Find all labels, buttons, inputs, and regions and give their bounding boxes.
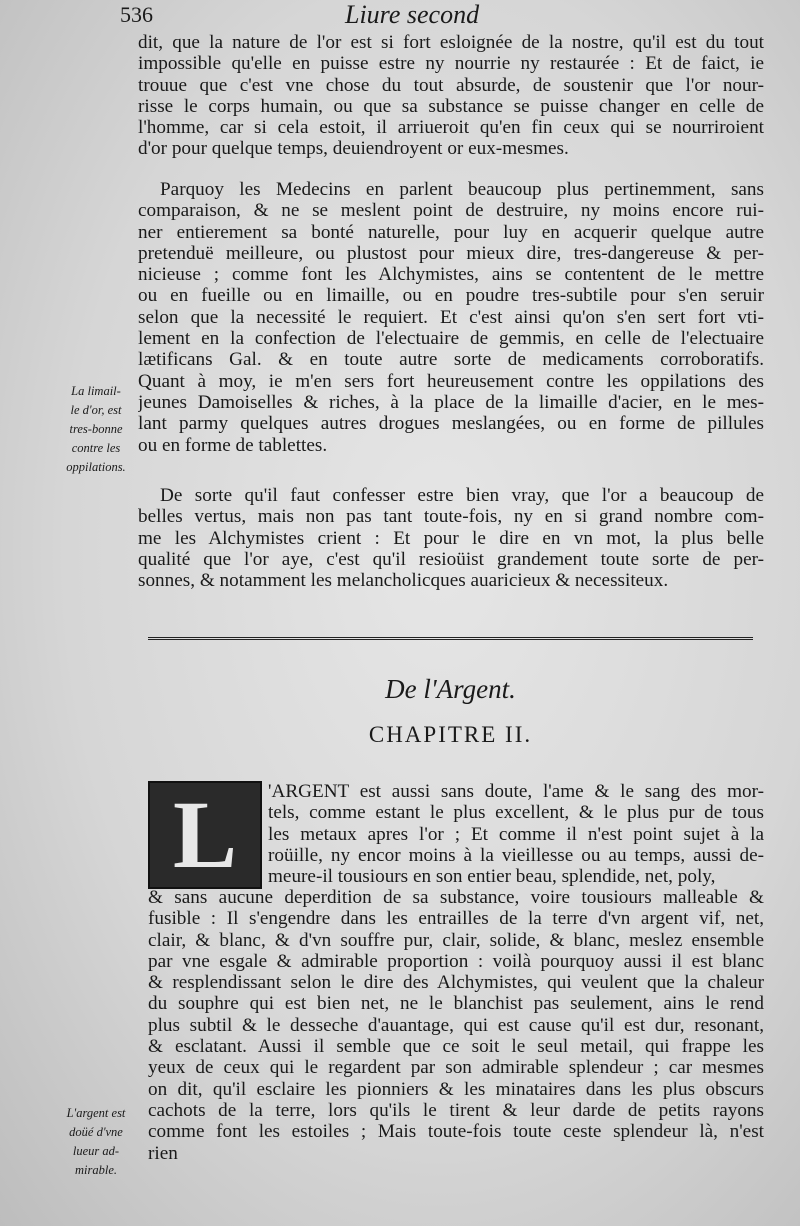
- text-line: rien: [148, 1142, 178, 1164]
- text-line: trouue que c'est vne chose du tout absurde, de soustenir que l'or nour-: [138, 74, 764, 96]
- text-line: comparaison, & ne se meslent point de destruire, ny moins encore rui-: [138, 200, 764, 222]
- paragraph-silver-continued: [148, 887, 764, 1164]
- text-line: comme font les estoiles ; Mais toute-fois toute ceste splendeur là, n'est: [148, 1121, 764, 1143]
- marginal-note-gold-filings: [56, 382, 136, 477]
- text-line: les metaux apres l'or ; Et comme il n'est point sujet à la: [268, 823, 764, 845]
- text-line: nicieuse ; comme font les Alchymistes, ains se contentent de le mettre: [138, 264, 764, 286]
- paragraph-physicians: [138, 179, 764, 456]
- marginal-note-line: contre les: [71, 441, 121, 455]
- marginal-note-line: mirable.: [74, 1163, 117, 1177]
- marginal-note-line: lueur ad-: [72, 1144, 120, 1158]
- text-line: pretenduë meilleure, ou plustost pour mieux dire, tres-dangereuse & per-: [138, 242, 764, 264]
- paragraph-silver-opening: [268, 781, 764, 887]
- text-line: belles vertus, mais non pas tant toute-fois, ny en si grand nombre com-: [138, 506, 764, 528]
- text-line: lement en la confection de l'electuaire de gemmis, en celle de l'electuaire: [138, 328, 764, 350]
- decorated-initial: L: [148, 781, 262, 889]
- text-line: De sorte qu'il faut confesser estre bien vray, que l'or a beaucoup de: [160, 485, 764, 506]
- text-line: impossible qu'elle en puisse estre ny nourrie ny restaurée : Et de faict, ie: [138, 53, 764, 75]
- marginal-note-line: La limail-: [71, 384, 121, 398]
- text-line: selon que la necessité le requiert. Et c'est ainsi qu'on s'en sert fort vti-: [138, 306, 764, 328]
- text-line: lætificans Gal. & en toute autre sorte de medicaments corroboratifs.: [138, 349, 764, 371]
- running-title: Liure second: [345, 0, 480, 29]
- text-line: ner entierement sa bonté naturelle, pour luy en acquerir quelque autre: [138, 221, 764, 243]
- text-line: 'ARGENT est aussi sans doute, l'ame & le sang des mor-: [268, 781, 764, 802]
- chapter-title: CHAPITRE II.: [368, 722, 533, 747]
- text-line: clair, & blanc, & d'vn souffre pur, clair, solide, & blanc, meslez ensemble: [148, 929, 764, 951]
- paragraph-gold-nature: [138, 32, 764, 160]
- text-line: fusible : Il s'engendre dans les entrailles de la terre d'vn argent vif, net,: [148, 908, 764, 930]
- marginal-note-line: L'argent est: [66, 1106, 126, 1120]
- text-line: risse le corps humain, ou que sa substance se puisse changer en celle de: [138, 95, 764, 117]
- text-line: ou en fueille ou en limaille, ou en poudre tres-subtile pour s'en seruir: [138, 285, 764, 307]
- text-line: qualité que l'or aye, c'est qu'il resioüist grandement toute sorte de per-: [138, 548, 764, 570]
- text-line: jeunes Damoiselles & riches, à la place de la limaille d'acier, en le mes-: [138, 391, 764, 413]
- text-line: lant parmy quelques autres drogues meslangées, ou en forme de pillules: [138, 413, 764, 435]
- page-number: 536: [120, 2, 153, 27]
- text-line: meure-il tousiours en son entier beau, splendide, net, poly,: [268, 866, 716, 888]
- marginal-note-line: le d'or, est: [70, 403, 122, 417]
- text-line: & sans aucune deperdition de sa substance, voire tousiours malleable &: [148, 887, 764, 908]
- text-line: on dit, qu'il esclaire les pionniers & les minataires dans les plus obscurs: [148, 1078, 764, 1100]
- section-title: De l'Argent.: [385, 674, 516, 704]
- page-header: [120, 2, 640, 32]
- text-line: l'homme, car si cela estoit, il arriueroit qu'en fin ceux qui se nourriroient: [138, 117, 764, 139]
- text-line: me les Alchymistes crient : Et pour le dire en vn mot, la plus belle: [138, 527, 764, 549]
- text-line: & resplendissant selon le dire des Alchymistes, qui veulent que la chaleur: [148, 972, 764, 994]
- marginal-note-line: doüé d'vne: [69, 1125, 123, 1139]
- text-line: tels, comme estant le plus excellent, & le plus pur de tous: [268, 802, 764, 824]
- text-line: yeux de ceux qui le regardent par son admirable splendeur ; car mesmes: [148, 1057, 764, 1079]
- text-line: roüille, ny encor moins à la vieillesse ou au temps, aussi de-: [268, 844, 764, 866]
- text-line: par vne esgale & admirable proportion : voilà pourquoy aussi il est blanc: [148, 950, 764, 972]
- text-line: Quant à moy, ie m'en sers fort heureusement contre les oppilations des: [138, 370, 764, 392]
- marginal-note-silver-lustre: [56, 1104, 136, 1180]
- paragraph-gold-virtues: [138, 485, 764, 591]
- text-line: plus subtil & le desseche d'auantage, qui est cause qu'il est dur, resonant,: [148, 1014, 764, 1036]
- text-line: d'or pour quelque temps, deuiendroyent or eux-mesmes.: [138, 138, 569, 160]
- text-line: Parquoy les Medecins en parlent beaucoup plus pertinemment, sans: [160, 179, 764, 200]
- text-line: cachots de la terre, lors qu'ils le tirent & leur darde de petits rayons: [148, 1099, 764, 1121]
- marginal-note-line: oppilations.: [66, 460, 126, 474]
- section-divider: [148, 637, 753, 640]
- text-line: sonnes, & notamment les melancholicques auaricieux & necessiteux.: [138, 570, 669, 592]
- text-line: du souphre qui est bien net, ne le blanchist pas seulement, ains le rend: [148, 993, 764, 1015]
- text-line: dit, que la nature de l'or est si fort esloignée de la nostre, qu'il est du tout: [138, 32, 764, 53]
- text-line: & esclatant. Aussi il semble que ce soit le seul metail, qui frappe les: [148, 1036, 764, 1058]
- text-line: ou en forme de tablettes.: [138, 434, 328, 456]
- marginal-note-line: tres-bonne: [69, 422, 123, 436]
